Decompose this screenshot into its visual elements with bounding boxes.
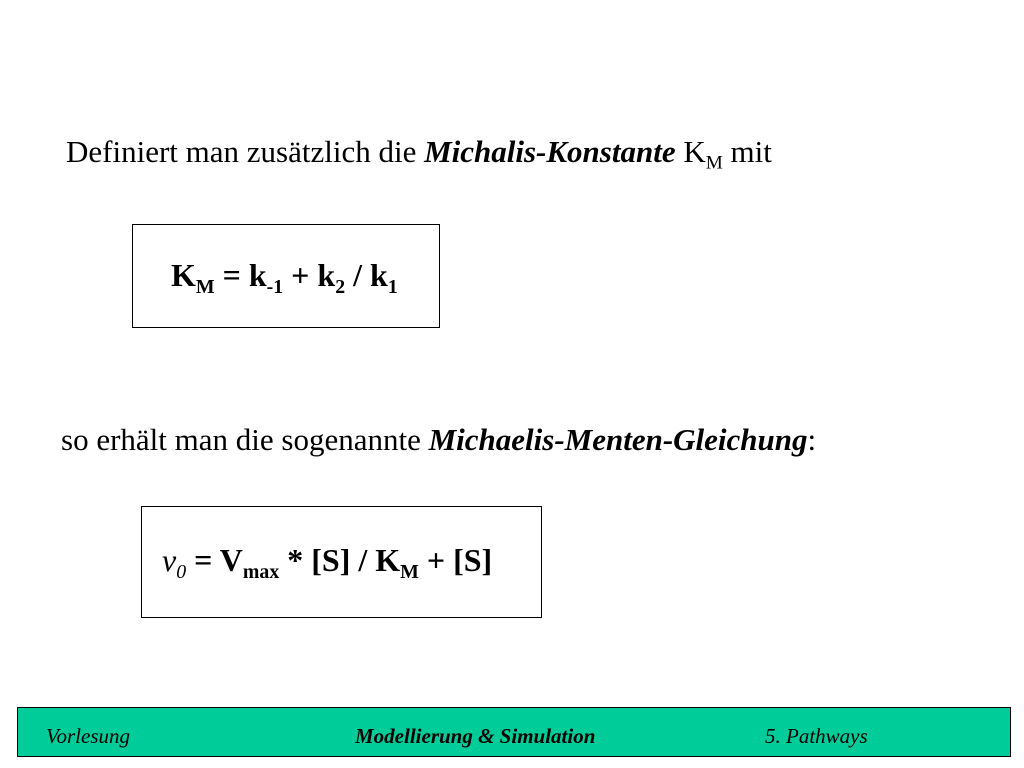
transition-suffix: : (807, 422, 817, 457)
michaelis-menten-formula-box (141, 506, 542, 618)
intro-sentence (66, 134, 772, 174)
transition-prefix: so erhält man die sogenannte (61, 422, 429, 457)
michaelis-menten-formula: $v_0 = V_{max} * [S] / K_M + [S]$ (162, 542, 493, 583)
footer-right: 5. Pathways (765, 724, 868, 748)
intro-suffix: mit (722, 134, 772, 169)
intro-symbol: $K_M$ (683, 134, 723, 174)
footer-bar (17, 707, 1011, 757)
km-formula: $K_M = k_{-1} + k_2 / k_1$ (171, 257, 398, 298)
transition-term: Michaelis-Menten-Gleichung (428, 422, 808, 457)
km-formula-box (132, 224, 440, 328)
footer-left: Vorlesung (46, 724, 130, 748)
footer-center: Modellierung & Simulation (355, 724, 596, 748)
intro-term: Michalis-Konstante (424, 134, 676, 169)
intro-prefix: Definiert man zusätzlich die (66, 134, 425, 169)
transition-sentence (61, 424, 816, 455)
